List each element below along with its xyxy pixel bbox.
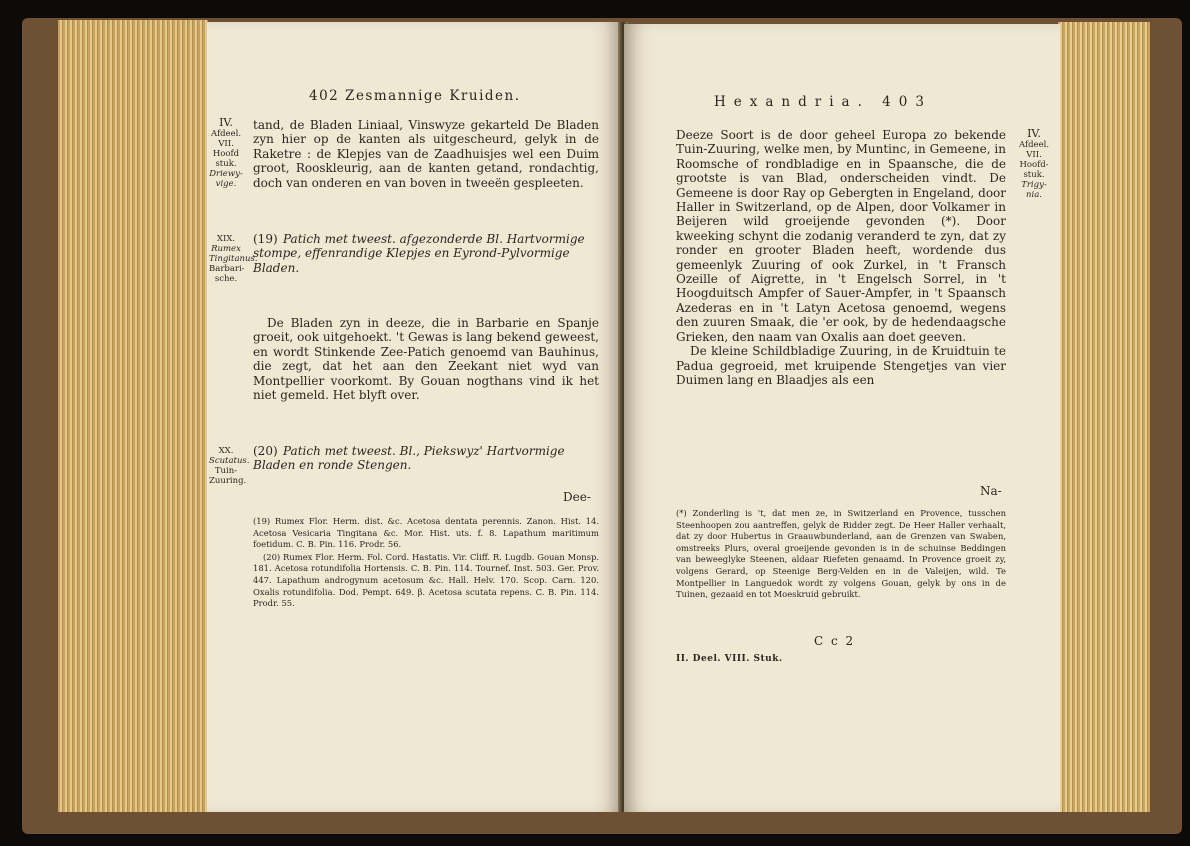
right-footnote: (*) Zonderling is 't, dat men ze, in Switzerland en Provence, tusschen Steenhoopen zou aantreffen, gelyk de Ridder zegt. De Heer Haller verhaalt, dat zy door Hubertus in Graauwbunderland, aan de Grenzen van Swaben, omstreeks Plurs, overal groeijende gevonden is in de schuinse Beddingen van beweeglyke Steenen, aldaar Riefeten genaamd. In Provence groeit zy, volgens Gerard, op Steenige Berg-Velden en in de Valeijen, wild. Te Montpellier in Languedok wordt zy volgens Gouan, gelyk by ons in de Tuinen, gezaaid en tot Moeskruid gebruikt. bbox=[676, 508, 1006, 600]
left-margin-19: XIX. Rumex Tingitanus. Barbari- sche. bbox=[209, 234, 258, 284]
left-margin-20: XX. Scutatus. Tuin- Zuuring. bbox=[209, 446, 250, 486]
heading-19: (19) Patich met tweest. afgezonderde Bl. Hartvormige stompe, effenrandige Klepjes en Eyrond-Pylvormige Bladen. bbox=[253, 232, 585, 275]
heading-20: (20) Patich met tweest. Bl., Piekswyz' Hartvormige Bladen en ronde Stengen. bbox=[253, 444, 565, 473]
right-page bbox=[624, 24, 1060, 812]
right-catchword: Na- bbox=[980, 484, 1002, 498]
right-body: Deeze Soort is de door geheel Europa zo bekende Tuin-Zuuring, welke men, by Muntinc, in Gemeene, in Roomsche of rondbladige en in Spaansche, die de grootste is van Blad, onderscheiden vindt. De Gemeene is door Ray op Gebergten in Engeland, door Haller in Switzerland, op de Alpen, door Volkamer in Beijeren wild groeijende gevonden (*). Door kweeking schynt die zodanig veranderd te zyn, dat zy ronder en grooter Bladen heeft, wordende dus gemeenlyk Zuuring of ook Zurkel, in 't Fransch Ozeille of Aigrette, in 't Engelsch Sorrel, in 't Hoogduitsch Ampfer of Sauer-Ampfer, in 't Spaansch Azederas en in 't Latyn Acetosa genoemd, wegens den zuuren Smaak, die 'er ook, by de hedendaagsche Grieken, den naam van Oxalis aan doet geeven. De kleine Schildbladige Zuuring, in de Kruidtuin te Padua gegroeid, met kruipende Stengetjes van vier Duimen lang en Blaadjes als een bbox=[676, 128, 1006, 387]
left-body-19: De Bladen zyn in deeze, die in Barbarie en Spanje groeit, ook uitgehoekt. 't Gewas is lang bekend geweest, en wordt Stinkende Zee-Patich genoemd van Bauhinus, die zegt, dat het aan den Zeekant niet wyd van Montpellier voorkomt. By Gouan nogthans vind ik het niet gemeld. Het blyft over. bbox=[253, 316, 599, 403]
left-catchword: Dee- bbox=[563, 490, 591, 504]
page-edges-left bbox=[58, 20, 208, 812]
right-footline: II. Deel. VIII. Stuk. bbox=[676, 654, 783, 664]
left-margin-section: IV. Afdeel. VII. Hoofd stuk. Driewy- vige. bbox=[209, 116, 243, 189]
right-margin-section: IV. Afdeel. VII. Hoofd- stuk. Trigy- nia. bbox=[1018, 127, 1050, 200]
signature-mark: C c 2 bbox=[814, 634, 856, 648]
left-running-head: 402 Zesmannige Kruiden. bbox=[309, 88, 521, 104]
page-edges-right bbox=[1058, 22, 1150, 812]
left-body-top: tand, de Bladen Liniaal, Vinswyze gekarteld De Bladen zyn hier op de kanten als uitgescheurd, gelyk in de Raketre : de Klepjes van de Zaadhuisjes wel een Duim groot, Rooskleurig, aan de kanten getand, rondachtig, doch van onderen en van boven in tweeën gespleeten. bbox=[253, 118, 599, 190]
right-running-head: Hexandria. 403 bbox=[714, 94, 932, 110]
left-footnotes: (19) Rumex Flor. Herm. dist. &c. Acetosa dentata perennis. Zanon. Hist. 14. Acetosa Vesicaria Tingitana &c. Mor. Hist. uts. f. 8. Lapathum maritimum foetidum. C. B. Pin. 116. Prodr. 56. (20) Rumex Flor. Herm. Fol. Cord. Hastatis. Vir. Cliff. R. Lugdb. Gouan Monsp. 181. Acetosa rotundifolia Hortensis. C. B. Pin. 114. Tournef. Inst. 503. Ger. Prov. 447. Lapathum androgynum acetosum &c. Hall. Helv. 170. Scop. Carn. 120. Oxalis rotundifolia. Dod. Pempt. 649. β. Acetosa scutata repens. C. B. Pin. 114. Prodr. 55. bbox=[253, 516, 599, 609]
left-page bbox=[207, 22, 621, 812]
